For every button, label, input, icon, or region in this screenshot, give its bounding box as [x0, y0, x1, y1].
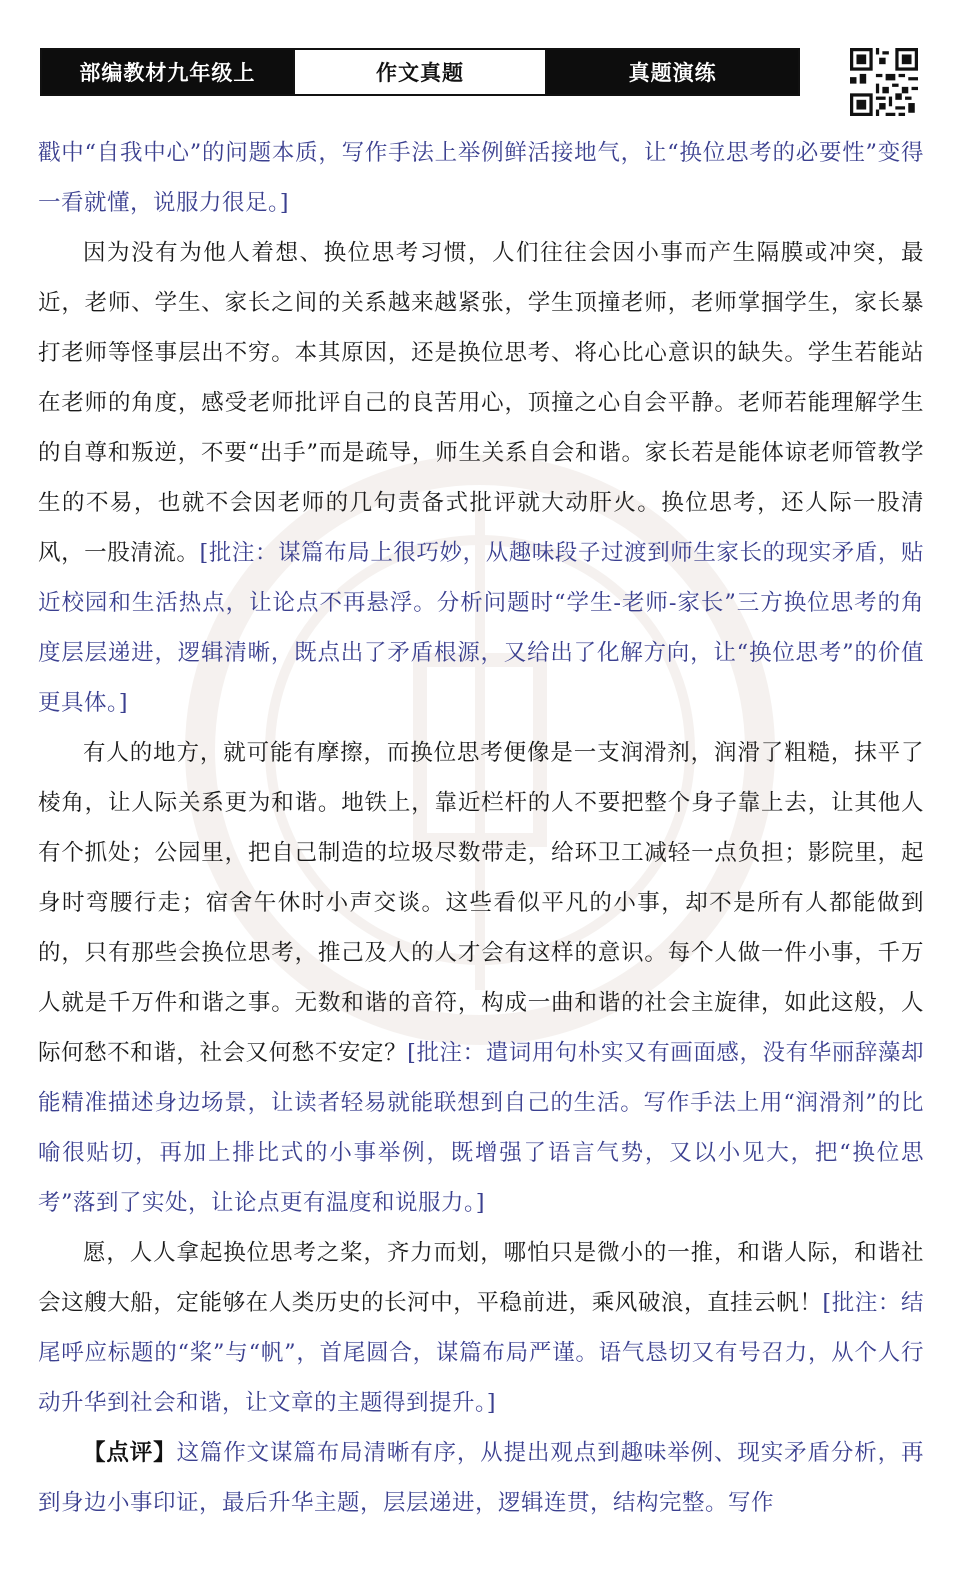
paragraph	[38, 728, 924, 1228]
review-label: 【点评】	[83, 1440, 177, 1466]
header-grade: 部编教材九年级上	[42, 50, 293, 94]
annotation: [批注：谋篇布局上很巧妙，从趣味段子过渡到师生家长的现实矛盾，贴近校园和生活热点，让论点不再悬浮。分析问题时“学生-老师-家长”三方换位思考的角度层层递进，逻辑清晰，既点出了矛盾根源，又给出了化解方向，让“换位思考”的价值更具体。]	[38, 540, 924, 716]
header-practice: 真题演练	[547, 50, 798, 94]
paragraph	[38, 228, 924, 728]
paragraph-continued-note	[38, 128, 924, 228]
annotation: [批注：结尾呼应标题的“桨”与“帆”，首尾圆合，谋篇布局严谨。语气恳切又有号召力，从个人行动升华到社会和谐，让文章的主题得到提升。]	[38, 1290, 924, 1416]
paragraph-text: 愿，人人拿起换位思考之桨，齐力而划，哪怕只是微小的一推，和谐人际，和谐社会这艘大船，定能够在人类历史的长河中，平稳前进，乘风破浪，直挂云帆！	[38, 1240, 924, 1316]
page-header	[40, 48, 800, 96]
paragraph-text: 有人的地方，就可能有摩擦，而换位思考便像是一支润滑剂，润滑了粗糙，抹平了棱角，让人际关系更为和谐。地铁上，靠近栏杆的人不要把整个身子靠上去，让其他人有个抓处；公园里，把自己制造的垃圾尽数带走，给环卫工减轻一点负担；影院里，起身时弯腰行走；宿舍午休时小声交谈。这些看似平凡的小事，却不是所有人都能做到的，只有那些会换位思考，推己及人的人才会有这样的意识。每个人做一件小事，千万人就是千万件和谐之事。无数和谐的音符，构成一曲和谐的社会主旋律，如此这般，人际何愁不和谐，社会又何愁不安定？	[38, 740, 924, 1066]
essay-body	[38, 128, 924, 1528]
paragraph-text: 因为没有为他人着想、换位思考习惯，人们往往会因小事而产生隔膜或冲突，最近，老师、学生、家长之间的关系越来越紧张，学生顶撞老师，老师掌掴学生，家长暴打老师等怪事层出不穷。本其原因，还是换位思考、将心比心意识的缺失。学生若能站在老师的角度，感受老师批评自己的良苦用心，顶撞之心自会平静。老师若能理解学生的自尊和叛逆，不要“出手”而是疏导，师生关系自会和谐。家长若是能体谅老师管教学生的不易，也就不会因老师的几句责备式批评就大动肝火。换位思考，还人际一股清风，一股清流。	[38, 240, 924, 566]
review-text: 这篇作文谋篇布局清晰有序，从提出观点到趣味举例、现实矛盾分析，再到身边小事印证，最后升华主题，层层递进，逻辑连贯，结构完整。写作	[38, 1440, 924, 1516]
header-section: 作文真题	[293, 50, 548, 94]
annotation: [批注：遣词用句朴实又有画面感，没有华丽辞藻却能精准描述身边场景，让读者轻易就能联想到自己的生活。写作手法上用“润滑剂”的比喻很贴切，再加上排比式的小事举例，既增强了语言气势，又以小见大，把“换位思考”落到了实处，让论点更有温度和说服力。]	[38, 1040, 924, 1216]
paragraph	[38, 1228, 924, 1428]
review-paragraph	[38, 1428, 924, 1528]
qr-code-icon[interactable]	[850, 48, 918, 116]
annotation: 戳中“自我中心”的问题本质，写作手法上举例鲜活接地气，让“换位思考的必要性”变得一看就懂，说服力很足。]	[38, 140, 924, 216]
